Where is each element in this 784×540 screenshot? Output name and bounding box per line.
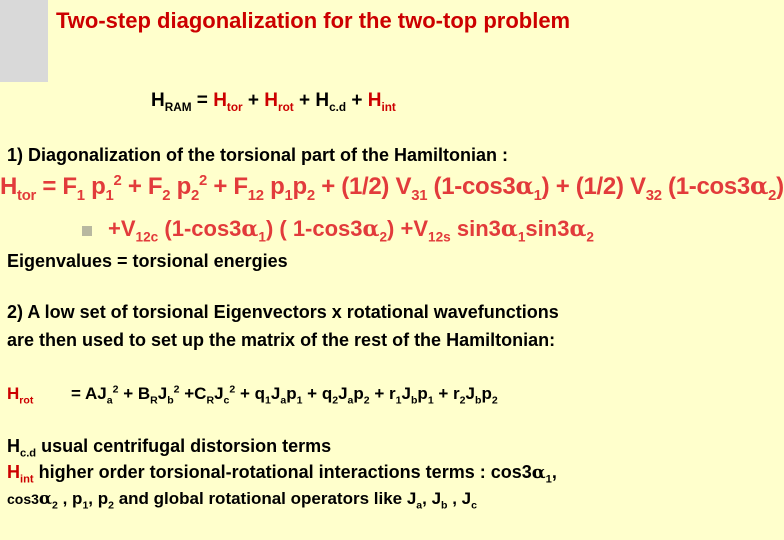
slide-title: Two-step diagonalization for the two-top problem xyxy=(56,8,571,33)
rotational-hamiltonian-formula: $H_{rot} = AJ_a^2 + B_RJ_b^2 +C_RJ_c^2 + q_1J_ap_1 + q_2J_ap_2 + r_1J_bp_1 + r_2J_bp_2$ xyxy=(7,383,498,407)
operators-line: $\cos 3\alpha_2$ , $p_1$, $p_2$ and global rotational operators like $J_a$, $J_b$ , $J_c$ xyxy=(7,489,477,512)
step2-line2: are then used to set up the matrix of the rest of the Hamiltonian: xyxy=(7,330,556,350)
step2-line1: 2) A low set of torsional Eigenvectors x rotational wavefunctions xyxy=(7,302,559,322)
hamiltonian-sum: $H_{RAM} = H_{tor} + H_{rot} + H_{c.d} + H_{int}$ xyxy=(151,90,396,114)
bullet-icon xyxy=(82,226,92,236)
centrifugal-line: $H_{c.d}$ usual centrifugal distorsion terms xyxy=(7,436,332,460)
corner-decoration xyxy=(0,0,48,82)
torsional-hamiltonian-formula: $H_{tor} = F_1$ $p_1^2 + F_2$ $p_2^2 + F_{12}$ $p_1p_2 + (1/2)$ $V_{31}$ $(1-\cos 3\alpha_1) + (1/2)$ $V_{32}$ $(1-\cos 3\alpha_2)$ xyxy=(0,171,784,204)
eigenvalues-text: Eigenvalues = torsional energies xyxy=(7,251,288,271)
remaining-terms xyxy=(7,433,557,512)
step2-text xyxy=(7,298,559,354)
higher-order-line: $H_{int}$ higher order torsional-rotational interactions terms : $\cos 3\alpha_1$, xyxy=(7,462,557,486)
step1-heading: 1) Diagonalization of the torsional part of the Hamiltonian : xyxy=(7,145,509,165)
torsional-potential-formula: $+V_{12c}$ $(1-\cos 3\alpha_1)$ ( $1-\cos 3\alpha_2) +V_{12s}$ $\sin 3\alpha_1\sin 3\alpha_2$ xyxy=(108,216,594,245)
